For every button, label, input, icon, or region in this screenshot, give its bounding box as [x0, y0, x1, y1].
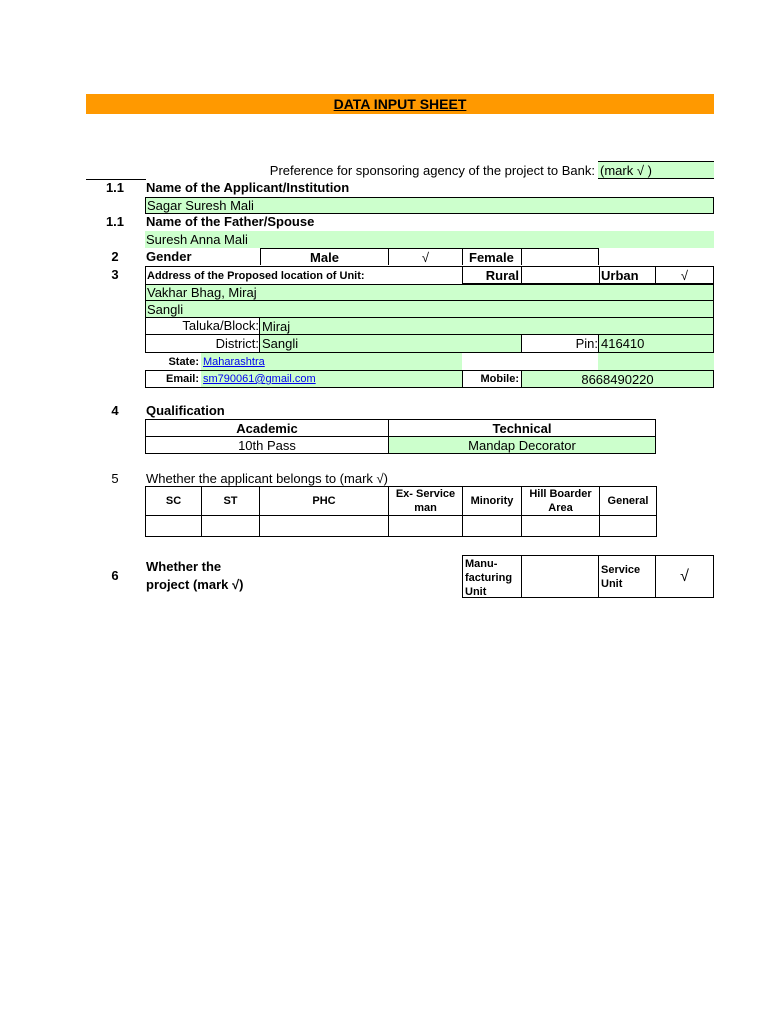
taluka-label: Taluka/Block: — [145, 317, 260, 335]
category-checkbox-st[interactable] — [201, 515, 260, 537]
category-header-general: General — [599, 486, 657, 516]
category-num: 5 — [111, 471, 119, 486]
state-label: State: — [168, 355, 199, 368]
father-name-field[interactable]: Suresh Anna Mali — [145, 231, 714, 248]
category-checkbox-hill-area[interactable] — [521, 515, 600, 537]
father-label: Name of the Father/Spouse — [146, 214, 315, 229]
project-num: 6 — [111, 567, 119, 583]
service-checkbox[interactable]: √ — [655, 555, 714, 598]
email-link[interactable]: sm790061@gmail.com — [203, 373, 316, 385]
qualification-num: 4 — [111, 403, 119, 418]
pin-label: Pin: — [522, 334, 599, 353]
state-extra-cell — [598, 353, 714, 370]
state-link[interactable]: Maharashtra — [203, 355, 265, 368]
category-header-minority: Minority — [462, 486, 522, 516]
address-label: Address of the Proposed location of Unit: — [145, 266, 462, 284]
taluka-field[interactable]: Miraj — [259, 317, 714, 335]
technical-field[interactable]: Mandap Decorator — [388, 436, 656, 454]
mobile-label: Mobile: — [462, 370, 522, 388]
male-label: Male — [260, 248, 388, 265]
qualification-label: Qualification — [146, 403, 225, 418]
gender-label: Gender — [146, 249, 192, 264]
applicant-num: 1.1 — [105, 180, 125, 195]
district-field[interactable]: Sangli — [259, 334, 522, 353]
category-label: Whether the applicant belongs to (mark √) — [146, 471, 388, 486]
category-checkbox-general[interactable] — [599, 515, 657, 537]
address-line2-field[interactable]: Sangli — [145, 300, 714, 318]
applicant-label: Name of the Applicant/Institution — [146, 180, 350, 195]
address-num: 3 — [111, 267, 119, 282]
rural-checkbox[interactable] — [522, 266, 599, 284]
preference-value[interactable]: (mark √ ) — [598, 161, 714, 179]
service-label: Service Unit — [598, 555, 656, 598]
pin-field[interactable]: 416410 — [598, 334, 714, 353]
state-field[interactable] — [201, 353, 462, 370]
sheet-title: DATA INPUT SHEET — [333, 96, 467, 112]
category-checkbox-sc[interactable] — [145, 515, 202, 537]
mobile-field[interactable]: 8668490220 — [521, 370, 714, 388]
address-line1-field[interactable]: Vakhar Bhag, Miraj — [145, 284, 714, 301]
title-bar — [86, 94, 714, 114]
category-checkbox-minority[interactable] — [462, 515, 522, 537]
rural-label: Rural — [462, 266, 522, 284]
category-checkbox-phc[interactable] — [259, 515, 389, 537]
district-label: District: — [145, 334, 260, 353]
gender-num: 2 — [111, 249, 119, 264]
technical-header: Technical — [388, 419, 656, 437]
male-checkbox[interactable]: √ — [388, 248, 462, 265]
manufacturing-checkbox[interactable] — [521, 555, 599, 598]
urban-checkbox[interactable]: √ — [656, 266, 714, 284]
applicant-name-field[interactable]: Sagar Suresh Mali — [145, 197, 714, 214]
preference-label: Preference for sponsoring agency of the project to Bank: — [269, 162, 595, 178]
email-label: Email: — [145, 370, 202, 388]
academic-field[interactable]: 10th Pass — [145, 436, 389, 454]
email-field[interactable] — [201, 370, 462, 388]
category-header-hill-area: Hill Boarder Area — [521, 486, 600, 516]
manufacturing-label: Manu- facturing Unit — [462, 555, 522, 598]
father-num: 1.1 — [105, 214, 125, 229]
category-checkbox-ex-service[interactable] — [388, 515, 463, 537]
female-checkbox[interactable] — [522, 248, 599, 265]
female-label: Female — [462, 248, 522, 265]
urban-label: Urban — [599, 266, 656, 284]
category-header-phc: PHC — [259, 486, 389, 516]
category-header-ex-service: Ex- Service man — [388, 486, 463, 516]
category-header-sc: SC — [145, 486, 202, 516]
project-label: Whether the project (mark √) — [146, 559, 244, 592]
category-header-st: ST — [201, 486, 260, 516]
academic-header: Academic — [145, 419, 389, 437]
